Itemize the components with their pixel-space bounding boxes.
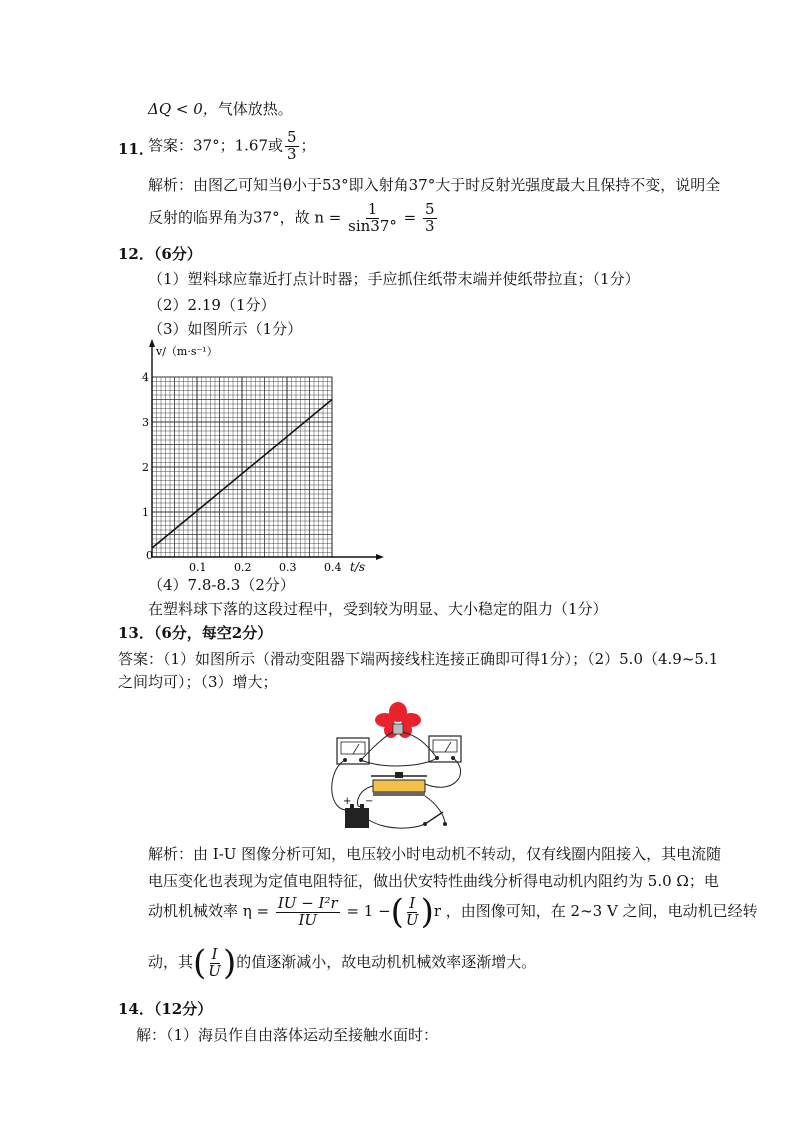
q11-frac: [285, 130, 299, 163]
paren-right: ): [420, 892, 434, 932]
voltmeter: [337, 738, 369, 764]
fan-motor: [375, 702, 421, 738]
q11-eq: =: [403, 208, 417, 227]
q11-frac-den: 3: [287, 144, 297, 163]
dq-text: 气体放热。: [217, 100, 293, 118]
q12-head: 12．（6分）: [118, 245, 202, 263]
x-tick-label: 0.2: [234, 561, 252, 572]
x-tick-label: 0.4: [324, 561, 342, 572]
q13-analysis-4: [148, 943, 537, 983]
battery: [345, 804, 369, 828]
dq-expr: ΔQ < 0，: [148, 100, 218, 118]
q11-frac-3-den: 3: [425, 216, 435, 235]
q12-item-4: （4）7.8-8.3（2分）: [148, 576, 295, 594]
rheostat: [371, 772, 427, 796]
switch: [423, 812, 447, 826]
q11-analysis-2: [148, 202, 439, 235]
q11-frac-num: 5: [287, 128, 297, 146]
q12-item-1: （1）塑料球应靠近打点计时器；手应抓住纸带末端并使纸带拉直；（1分）: [148, 270, 640, 288]
x-tick-label: 0.1: [189, 561, 207, 572]
q14-solution: 解：（1）海员作自由落体运动至接触水面时：: [136, 1026, 439, 1044]
q11-answer-post: ；: [300, 136, 316, 155]
q12-note: 在塑料球下落的这段过程中，受到较为明显、大小稳定的阻力（1分）: [148, 600, 608, 618]
circuit-diagram: [325, 700, 475, 835]
x-axis-arrow: [376, 554, 384, 560]
q11-number: 11．: [118, 140, 154, 158]
q12-item-3: （3）如图所示（1分）: [148, 320, 303, 338]
y-tick-label: 1: [142, 506, 149, 519]
q13-a3-paren-frac: [405, 893, 419, 929]
q13-head: 13．（6分，每空2分）: [118, 624, 273, 642]
q13-analysis-3: [148, 892, 758, 932]
q13-a3-pre: 动机机械效率 η =: [148, 902, 270, 920]
paren-right-2: ): [222, 943, 237, 983]
line-dq: [148, 100, 293, 118]
q11-frac-2-den: sin37°: [348, 216, 397, 235]
x-tick-label: 0.3: [279, 561, 297, 572]
battery-plus-label: +: [343, 796, 352, 807]
q13-analysis-2: 电压变化也表现为定值电阻特征，做出伏安特性曲线分析得电动机内阻约为 5.0 Ω；电: [148, 872, 719, 890]
q11-frac-2: [348, 202, 397, 235]
chart-grid: [152, 377, 332, 557]
q13-a4-num: I: [211, 944, 218, 963]
q13-answer-1: 答案：（1）如图所示（滑动变阻器下端两接线柱连接正确即可得1分）；（2）5.0（4.9~5.1: [118, 650, 719, 668]
y-tick-label: 2: [142, 461, 149, 474]
q13-a4-pre: 动，其: [148, 953, 194, 971]
q13-a3-post: r ，由图像可知，在 2~3 V 之间，电动机已经转: [433, 902, 758, 920]
y-tick-label: 3: [142, 416, 149, 429]
q14-head: 14．（12分）: [118, 1000, 213, 1018]
y-axis-label: v/（m·s⁻¹）: [156, 345, 218, 358]
x-axis-label: t/s: [350, 560, 366, 572]
y-tick-label: 4: [142, 371, 149, 384]
q13-a3-frac-den: IU: [298, 910, 318, 929]
paren-left: (: [390, 892, 404, 932]
paren-left-2: (: [193, 943, 207, 983]
vt-chart: [128, 337, 388, 572]
q13-analysis-1: 解析：由 I-U 图像分析可知，电压较小时电动机不转动，仅有线圈内阻接入，其电流随: [148, 845, 722, 863]
y-axis-arrow: [149, 339, 155, 347]
q11-frac-3-num: 5: [425, 200, 435, 218]
q11-answer-pre: 答案：37°；1.67或: [148, 136, 283, 155]
q13-a4-post: 的值逐渐减小，故电动机机械效率逐渐增大。: [236, 953, 537, 971]
q13-a3-frac: [276, 893, 340, 929]
q13-a3-frac-num: IU − I²r: [277, 893, 338, 912]
q11-analysis-2-pre: 反射的临界角为37°，故 n =: [148, 208, 342, 227]
q11-frac-2-num: 1: [367, 200, 378, 218]
q13-a3-pden: U: [405, 910, 419, 929]
q13-a4-frac: [208, 944, 221, 980]
q12-item-2: （2）2.19（1分）: [148, 296, 276, 314]
battery-minus-label: −: [365, 796, 374, 807]
ammeter: [429, 736, 461, 762]
q13-answer-2: 之间均可）；（3）增大；: [118, 673, 278, 691]
q11-analysis-1: 解析：由图乙可知当θ小于53°即入射角37°大于时反射光强度最大且保持不变，说明全: [148, 176, 721, 194]
q13-a3-pnum: I: [409, 893, 416, 912]
q13-a3-mid: = 1 −: [346, 902, 391, 920]
origin-label: 0: [146, 549, 153, 562]
q11-frac-3: [423, 202, 437, 235]
q13-a4-den: U: [208, 961, 221, 980]
q11-answer: [148, 130, 316, 163]
